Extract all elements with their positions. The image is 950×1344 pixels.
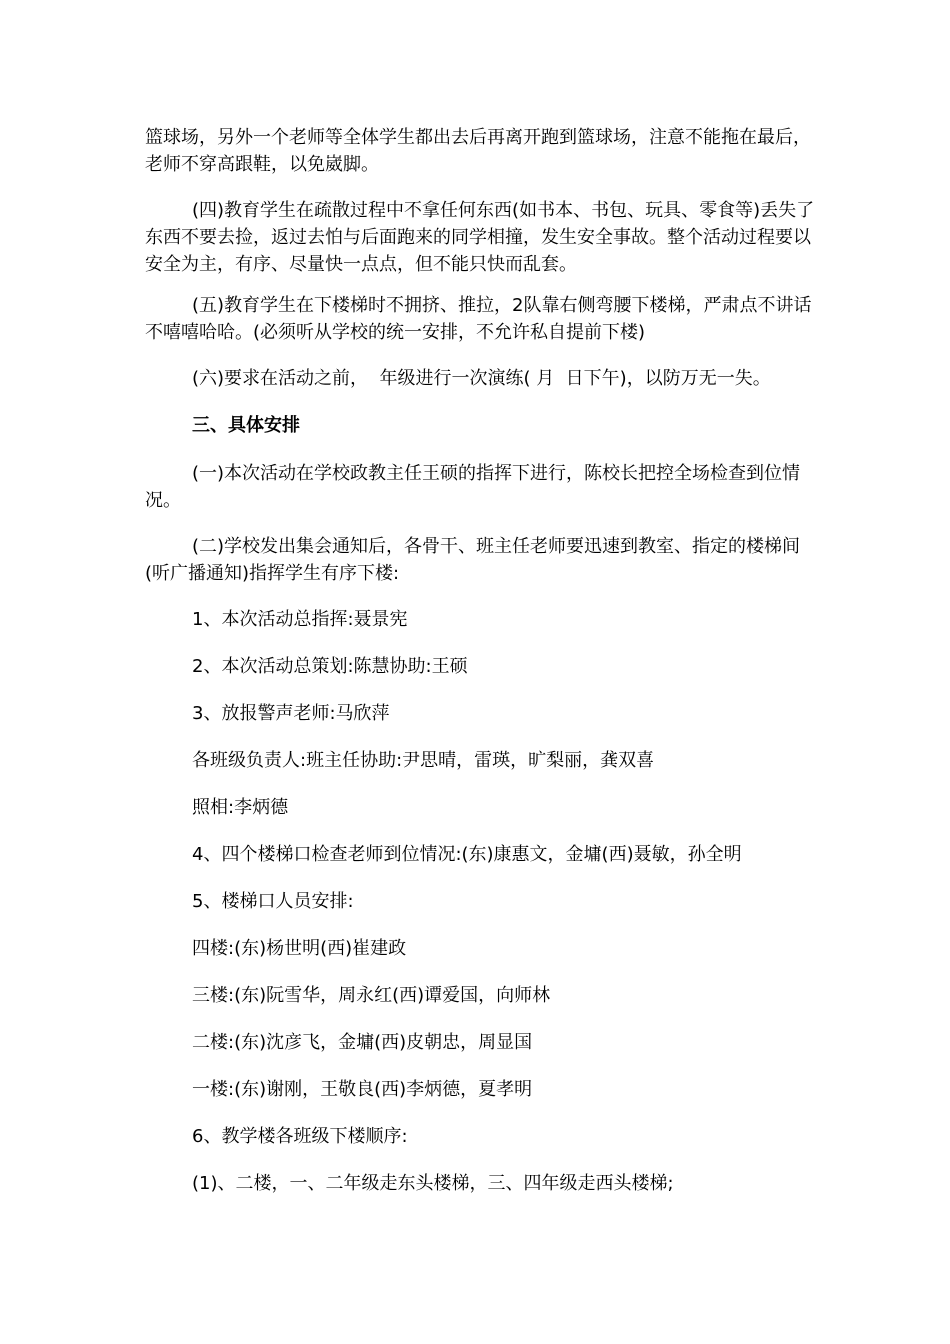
order-item-1: (1)、二楼，一、二年级走东头楼梯，三、四年级走西头楼梯;	[192, 1173, 674, 1194]
floor-4-staff: 四楼:(东)杨世明(西)崔建政	[192, 938, 407, 959]
arrangement-item-1: (一)本次活动在学校政教主任王硕的指挥下进行，陈校长把控全场检查到位情况。	[145, 463, 801, 511]
paragraph-item-5: (五)教育学生在下楼梯时不拥挤、推拉，2队靠右侧弯腰下楼梯，严肃点不讲话不嘻嘻哈哈。(必须听从学校的统一安排，不允许私自提前下楼)	[145, 295, 812, 343]
section-heading-3: 三、具体安排	[192, 415, 300, 436]
list-item-photographer: 照相:李炳德	[192, 797, 289, 818]
paragraph-item-4: (四)教育学生在疏散过程中不拿任何东西(如书本、书包、玩具、零食等)丢失了东西不要去捡，返过去怕与后面跑来的同学相撞，发生安全事故。整个活动过程要以安全为主，有序、尽量快一点点，但不能只快而乱套。	[145, 200, 815, 275]
arrangement-item-2: (二)学校发出集会通知后，各骨干、班主任老师要迅速到教室、指定的楼梯间(听广播通知)指挥学生有序下楼:	[145, 536, 801, 584]
list-item-descent-order: 6、教学楼各班级下楼顺序:	[192, 1126, 408, 1147]
list-item-stair-inspectors: 4、四个楼梯口检查老师到位情况:(东)康惠文，金墉(西)聂敏，孙全明	[192, 844, 742, 865]
floor-1-staff: 一楼:(东)谢刚，王敬良(西)李炳德，夏孝明	[192, 1079, 533, 1100]
list-item-class-leaders: 各班级负责人:班主任协助:尹思晴，雷瑛，旷梨丽，龚双喜	[192, 750, 655, 771]
list-item-planner: 2、本次活动总策划:陈慧协助:王硕	[192, 656, 468, 677]
floor-3-staff: 三楼:(东)阮雪华，周永红(西)谭爱国，向师林	[192, 985, 551, 1006]
paragraph-continuation: 篮球场，另外一个老师等全体学生都出去后再离开跑到篮球场，注意不能拖在最后，老师不穿高跟鞋，以免崴脚。	[145, 127, 811, 175]
paragraph-item-6: (六)要求在活动之前， 年级进行一次演练( 月 日下午)，以防万无一失。	[192, 368, 771, 389]
list-item-stair-staff: 5、楼梯口人员安排:	[192, 891, 354, 912]
list-item-commander: 1、本次活动总指挥:聂景宪	[192, 609, 408, 630]
floor-2-staff: 二楼:(东)沈彦飞，金墉(西)皮朝忠，周显国	[192, 1032, 533, 1053]
list-item-alarm-teacher: 3、放报警声老师:马欣萍	[192, 703, 390, 724]
